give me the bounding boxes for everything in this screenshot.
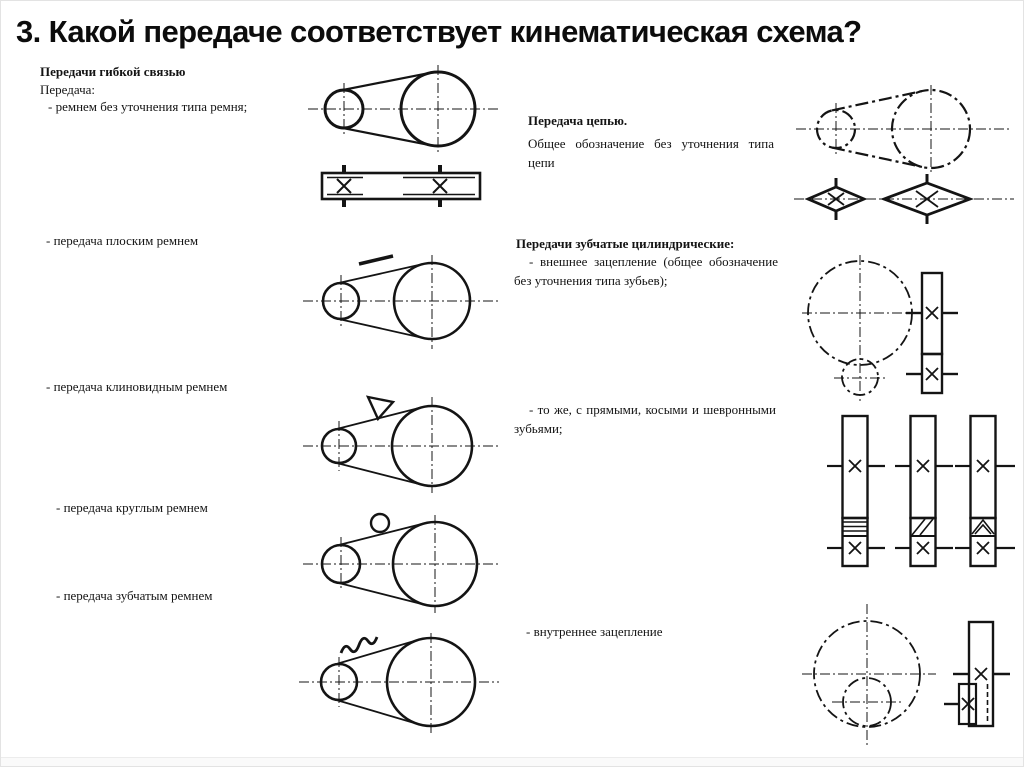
internal-gear-diagram (796, 598, 1021, 760)
belt-v-label: - передача клиновидным ремнем (46, 379, 228, 394)
slide-title: 3. Какой передаче соответствует кинематическая схема? (16, 14, 862, 49)
belt-flat-label: - передача плоским ремнем (46, 233, 199, 248)
chain-drive-diagram (794, 83, 1016, 223)
belt-drive-general-diagram (304, 61, 504, 219)
gear-internal-label: - внутреннее зацепление (526, 624, 663, 639)
gear-teeth-types-diagram (823, 408, 1023, 570)
round-belt-diagram (301, 507, 501, 619)
slide-bottom-edge (1, 757, 1023, 766)
flexible-drives-heading: Передачи гибкой связью (40, 64, 186, 79)
v-belt-diagram (301, 389, 501, 497)
belt-general-label: - ремнем без уточнения типа ремня; (48, 99, 248, 114)
chain-drive-description: Общее обозначение без уточнения типа цепи (528, 136, 774, 170)
belt-toothed-label: - передача зубчатым ремнем (56, 588, 213, 603)
gear-external-label: - внешнее зацепление (общее обозначение без уточнения типа зубьев); (514, 254, 778, 288)
belt-round-label: - передача круглым ремнем (56, 500, 208, 515)
gear-drives-heading: Передачи зубчатые цилиндрические: (516, 236, 735, 251)
gear-tooth-types-label: - то же, с прямыми, косыми и шевронными зубьями; (514, 402, 776, 436)
toothed-belt-diagram (299, 627, 504, 739)
external-gear-diagram (798, 253, 963, 403)
flexible-drives-subheading: Передача: (40, 82, 96, 97)
flat-belt-diagram (301, 247, 501, 365)
chain-drive-heading: Передача цепью. (528, 113, 628, 128)
